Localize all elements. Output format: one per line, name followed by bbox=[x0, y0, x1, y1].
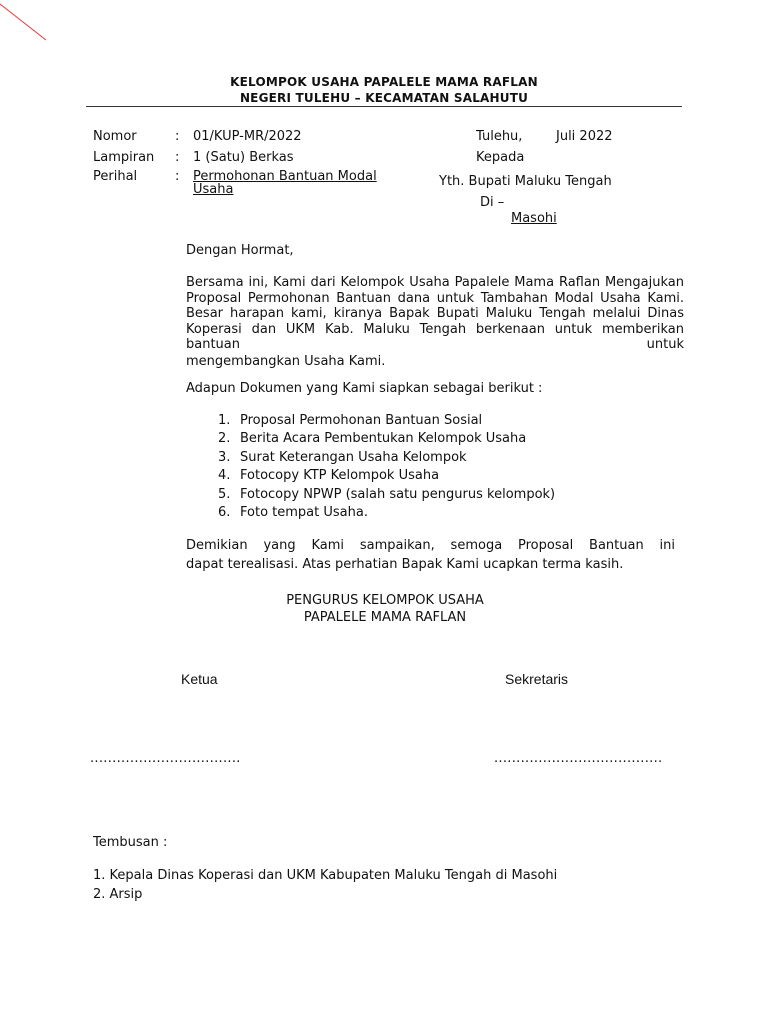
paragraph-1: Bersama ini, Kami dari Kelompok Usaha Papalele Mama Raflan Mengajukan Proposal Permohonan Bantuan dana untuk Tambahan Modal Usaha Kami. Besar harapan kami, kiranya Bapak Bupati Maluku Tengah melalui Dinas Koperasi dan UKM Kab. Maluku Tengah berkenaan untuk memberikan bantuan untuk bbox=[186, 275, 684, 353]
nomor-label: Nomor bbox=[93, 129, 137, 144]
list-item-number: 1. bbox=[218, 413, 231, 428]
recipient-di: Di – bbox=[480, 195, 505, 210]
list-item bbox=[218, 430, 555, 448]
ketua-label: Ketua bbox=[181, 671, 218, 687]
paragraph-1-last-line: mengembangkan Usaha Kami. bbox=[186, 354, 386, 369]
list-item bbox=[218, 412, 555, 430]
nomor-colon: : bbox=[175, 129, 180, 144]
closing-line-1: Demikian yang Kami sampaikan, semoga Proposal Bantuan ini bbox=[186, 538, 675, 553]
lampiran-colon: : bbox=[175, 150, 180, 165]
signature-org-line2: PAPALELE MAMA RAFLAN bbox=[303, 610, 467, 625]
letterhead-line1: KELOMPOK USAHA PAPALELE MAMA RAFLAN bbox=[230, 75, 538, 89]
lampiran-value: 1 (Satu) Berkas bbox=[193, 150, 294, 165]
list-item-number: 5. bbox=[218, 486, 231, 502]
signature-org-line1: PENGURUS KELOMPOK USAHA bbox=[286, 593, 484, 608]
list-item-number: 3. bbox=[218, 449, 231, 465]
perihal-value-line1: Permohonan Bantuan Modal bbox=[193, 169, 377, 184]
ketua-signature-line: .................................. bbox=[90, 751, 241, 766]
list-item-text: Fotocopy NPWP (salah satu pengurus kelompok) bbox=[240, 486, 556, 502]
documents-list bbox=[218, 412, 555, 522]
list-item bbox=[218, 467, 555, 485]
tembusan-item: 2. Arsip bbox=[93, 887, 143, 902]
corner-fold-mark bbox=[0, 0, 60, 60]
sekretaris-label: Sekretaris bbox=[505, 671, 569, 687]
sekretaris-signature-line: ...................................... bbox=[494, 751, 663, 766]
lampiran-label: Lampiran bbox=[93, 150, 155, 165]
list-item bbox=[218, 449, 555, 467]
list-item-text: Foto tempat Usaha. bbox=[240, 504, 368, 520]
tembusan-label: Tembusan : bbox=[93, 835, 168, 850]
recipient-yth: Yth. Bupati Maluku Tengah bbox=[439, 174, 612, 189]
recipient-kepada: Kepada bbox=[476, 150, 525, 165]
list-item bbox=[218, 504, 555, 522]
list-item bbox=[218, 486, 555, 504]
list-item-number: 4. bbox=[218, 468, 231, 484]
closing-line-2: dapat terealisasi. Atas perhatian Bapak Kami ucapkan terma kasih. bbox=[186, 557, 624, 572]
docs-intro: Adapun Dokumen yang Kami siapkan sebagai berikut : bbox=[186, 381, 543, 396]
letterhead-rule bbox=[86, 106, 682, 107]
perihal-colon: : bbox=[175, 169, 180, 184]
list-item-text: Proposal Permohonan Bantuan Sosial bbox=[240, 413, 483, 428]
perihal-value-line2: Usaha bbox=[193, 182, 234, 197]
letter-place: Tulehu, bbox=[476, 129, 523, 144]
letterhead-line2: NEGERI TULEHU – KECAMATAN SALAHUTU bbox=[239, 91, 529, 105]
tembusan-item: 1. Kepala Dinas Koperasi dan UKM Kabupaten Maluku Tengah di Masohi bbox=[93, 868, 558, 883]
recipient-city: Masohi bbox=[511, 211, 557, 226]
perihal-label: Perihal bbox=[93, 169, 138, 184]
list-item-text: Berita Acara Pembentukan Kelompok Usaha bbox=[240, 431, 527, 447]
list-item-number: 6. bbox=[218, 504, 231, 520]
salutation: Dengan Hormat, bbox=[186, 243, 294, 258]
list-item-text: Surat Keterangan Usaha Kelompok bbox=[240, 449, 467, 465]
list-item-number: 2. bbox=[218, 431, 231, 447]
letter-date: Juli 2022 bbox=[556, 129, 613, 144]
nomor-value: 01/KUP-MR/2022 bbox=[193, 129, 302, 144]
list-item-text: Fotocopy KTP Kelompok Usaha bbox=[240, 468, 440, 484]
